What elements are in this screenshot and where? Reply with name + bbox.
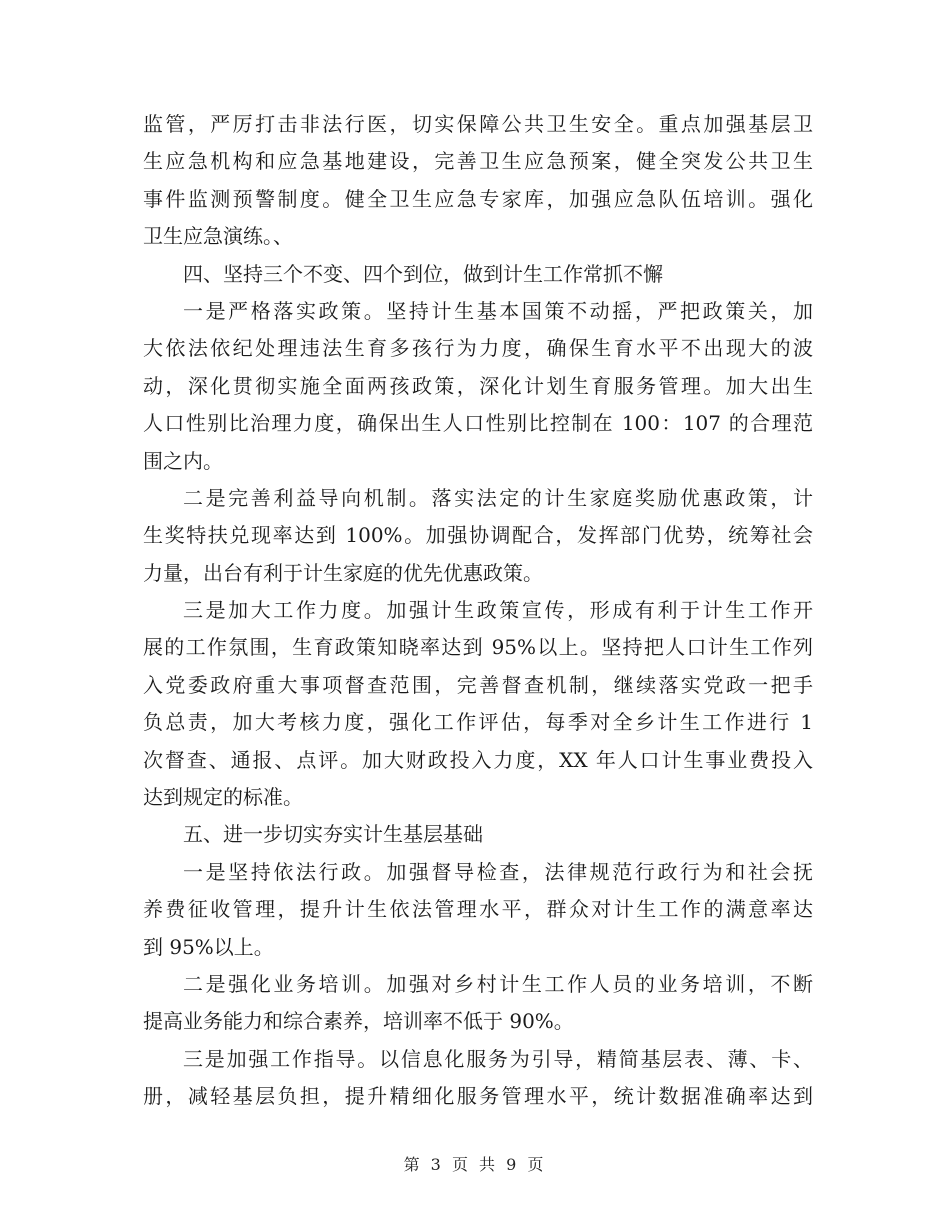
text-line: 三是加大工作力度。加强计生政策宣传，形成有利于计生工作开 — [183, 598, 813, 623]
text-line: 到 95%以上。 — [143, 934, 274, 959]
document-body — [143, 106, 813, 1116]
text-line: 二是完善利益导向机制。落实法定的计生家庭奖励优惠政策，计 — [183, 485, 813, 510]
page-footer: 第 3 页 共 9 页 — [403, 1155, 547, 1174]
text-line: 二是强化业务培训。加强对乡村计生工作人员的业务培训，不断 — [183, 971, 813, 996]
text-line: 五、进一步切实夯实计生基层基础 — [183, 822, 483, 847]
text-line: 动，深化贯彻实施全面两孩政策，深化计划生育服务管理。加大出生 — [143, 373, 813, 398]
text-line: 监管，严厉打击非法行医，切实保障公共卫生安全。重点加强基层卫 — [143, 112, 813, 136]
text-line: 提高业务能力和综合素养，培训率不低于 90%。 — [143, 1009, 574, 1034]
paragraph — [143, 854, 813, 966]
text-line: 达到规定的标准。 — [143, 785, 303, 810]
text-line: 四、坚持三个不变、四个到位，做到计生工作常抓不懈 — [183, 261, 663, 286]
text-line: 一是坚持依法行政。加强督导检查，法律规范行政行为和社会抚 — [183, 859, 813, 884]
text-line: 一是严格落实政策。坚持计生基本国策不动摇，严把政策关，加 — [183, 298, 813, 323]
text-line: 入党委政府重大事项督查范围，完善督查机制，继续落实党政一把手 — [143, 672, 813, 697]
text-line: 卫生应急演练。、 — [143, 224, 293, 249]
paragraph — [143, 256, 813, 293]
text-line: 事件监测预警制度。健全卫生应急专家库，加强应急队伍培训。强化 — [143, 186, 813, 211]
text-line: 负总责，加大考核力度，强化工作评估，每季对全乡计生工作进行 1 — [143, 710, 813, 735]
paragraph — [143, 106, 813, 256]
text-line: 册，减轻基层负担，提升精细化服务管理水平，统计数据准确率达到 — [143, 1084, 813, 1109]
text-line: 人口性别比治理力度，确保出生人口性别比控制在 100：107 的合理范 — [143, 411, 813, 436]
paragraph — [143, 816, 813, 853]
text-line: 大依法依纪处理违法生育多孩行为力度，确保生育水平不出现大的波 — [143, 336, 813, 361]
text-line: 生奖特扶兑现率达到 100%。加强协调配合，发挥部门优势，统筹社会 — [143, 523, 813, 548]
text-line: 围之内。 — [143, 448, 223, 473]
paragraph — [143, 592, 813, 816]
text-line: 力量，出台有利于计生家庭的优先优惠政策。 — [143, 560, 543, 585]
text-line: 养费征收管理，提升计生依法管理水平，群众对计生工作的满意率达 — [143, 897, 813, 922]
text-line: 生应急机构和应急基地建设，完善卫生应急预案，健全突发公共卫生 — [143, 149, 813, 174]
paragraph — [143, 293, 813, 480]
paragraph — [143, 480, 813, 592]
paragraph — [143, 1041, 813, 1116]
text-line: 展的工作氛围，生育政策知晓率达到 95%以上。坚持把人口计生工作列 — [143, 635, 813, 660]
text-line: 三是加强工作指导。以信息化服务为引导，精简基层表、薄、卡、 — [183, 1046, 813, 1071]
paragraph — [143, 966, 813, 1041]
text-line: 次督查、通报、点评。加大财政投入力度，XX 年人口计生事业费投入 — [143, 747, 813, 772]
